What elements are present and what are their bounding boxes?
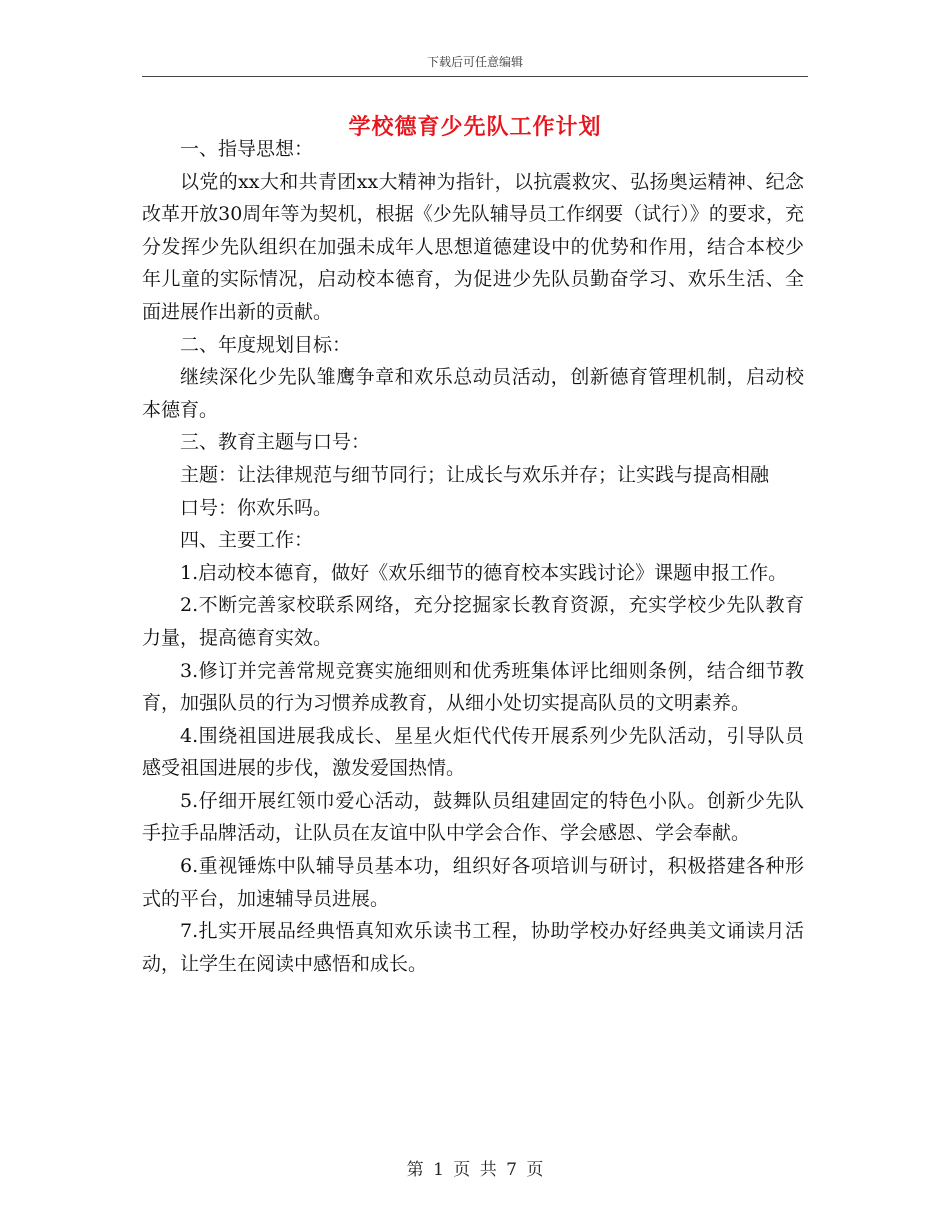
section-heading-annual-goals: 二、年度规划目标：	[180, 333, 352, 356]
paragraph-theme: 主题：让法律规范与细节同行；让成长与欢乐并存；让实践与提高相融	[180, 463, 770, 486]
document-body	[142, 133, 804, 980]
work-item-7: 7.扎实开展品经典悟真知欢乐读书工程，协助学校办好经典美文诵读月活动，让学生在阅读中感悟和成长。	[142, 920, 804, 975]
work-item-4: 4.围绕祖国进展我成长、星星火炬代代传开展系列少先队活动，引导队员感受祖国进展的步伐，激发爱国热情。	[142, 724, 804, 780]
work-item-5: 5.仔细开展红领巾爱心活动，鼓舞队员组建固定的特色小队。创新少先队手拉手品牌活动，让队员在友谊中队中学会合作、学会感恩、学会奉献。	[142, 789, 804, 845]
work-item-6: 6.重视锤炼中队辅导员基本功，组织好各项培训与研讨，积极搭建各种形式的平台，加速辅导员进展。	[142, 855, 804, 910]
page-number: 第 1 页 共 7 页	[406, 1160, 544, 1180]
section-heading-main-work: 四、主要工作：	[180, 529, 314, 552]
paragraph-annual-goals: 继续深化少先队雏鹰争章和欢乐总动员活动，创新德育管理机制，启动校本德育。	[142, 366, 804, 421]
header-note: 下载后可任意编辑	[426, 55, 523, 69]
paragraph-guiding-thought: 以党的xx大和共青团xx大精神为指针，以抗震救灾、弘扬奥运精神、纪念改革开放30周年等为契机，根据《少先队辅导员工作纲要（试行）》的要求，充分发挥少先队组织在加强未成年人思想道德建设中的优势和作用，结合本校少年儿童的实际情况，启动校本德育，为促进少先队员勤奋学习、欢乐生活、全面进展作出新的贡献。	[142, 170, 804, 323]
document-title: 学校德育少先队工作计划	[348, 114, 602, 140]
section-heading-theme-slogan: 三、教育主题与口号：	[180, 431, 371, 454]
paragraph-slogan: 口号：你欢乐吗。	[180, 496, 333, 519]
work-item-2: 2.不断完善家校联系网络，充分挖掘家长教育资源，充实学校少先队教育力量，提高德育实效。	[142, 594, 804, 649]
work-item-3: 3.修订并完善常规竞赛实施细则和优秀班集体评比细则条例，结合细节教育，加强队员的行为习惯养成教育，从细小处切实提高队员的文明素养。	[142, 659, 804, 715]
work-item-1: 1.启动校本德育，做好《欢乐细节的德育校本实践讨论》课题申报工作。	[180, 561, 788, 584]
header-divider	[142, 76, 808, 77]
section-heading-guiding-thought: 一、指导思想：	[180, 138, 314, 160]
